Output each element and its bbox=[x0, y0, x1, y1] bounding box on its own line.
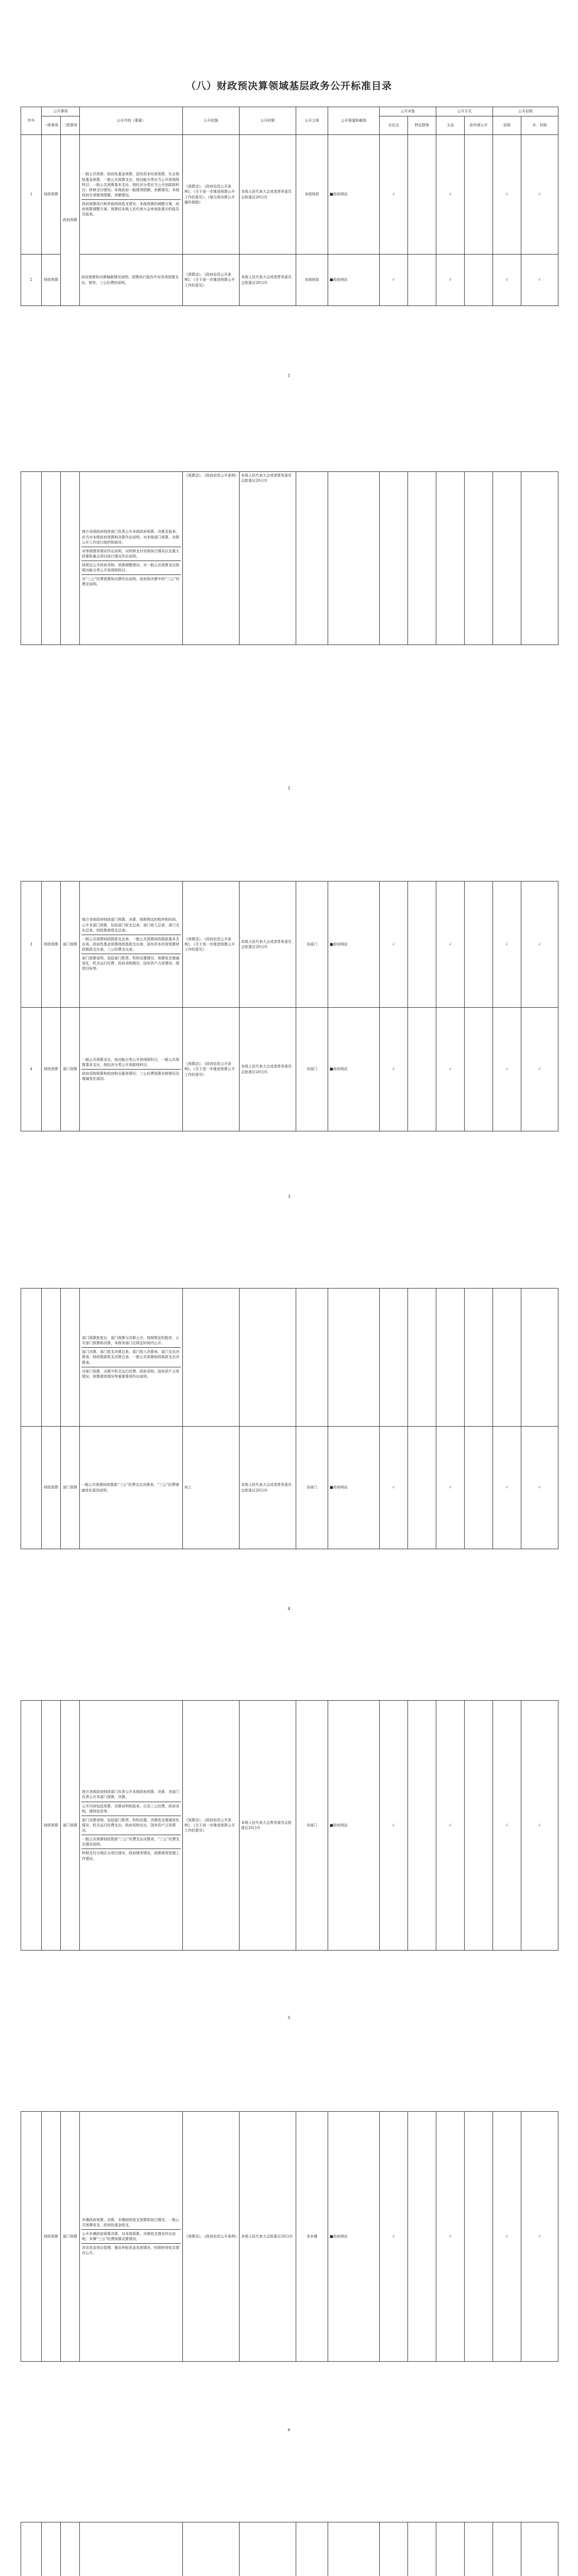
header-m-apply: 依申请公开 bbox=[465, 116, 493, 135]
check-mark: √ bbox=[493, 2112, 521, 2362]
check-mark: √ bbox=[380, 1427, 408, 1549]
time-cell bbox=[240, 2522, 296, 2576]
check-mark: √ bbox=[436, 135, 465, 255]
row-seq: 4 bbox=[21, 1008, 42, 1131]
time-cell: 本级人民代表大会或者常务委员会批准后20日内 bbox=[240, 1008, 296, 1131]
content-cell: 政府预算执行和其他财政收支情况，本级预算的调整方案，政府预算调整方案，预算经本级人民代表大会审查批准后的报告及报表。 bbox=[82, 202, 179, 217]
content-cell: 一般公共预算财政拨款“三公”经费支出决算表，“三公”经费支出情况说明。 bbox=[81, 1835, 181, 1849]
basis-cell: 同上 bbox=[183, 1427, 240, 1549]
check-mark: √ bbox=[436, 1427, 465, 1549]
content-cell: 对“三公”经费预算和决算作出说明，政府预决算中的“三公”经费及说明。 bbox=[82, 577, 180, 587]
check-mark: √ bbox=[521, 255, 558, 306]
row-level1: 财政预算 bbox=[42, 255, 61, 306]
catalog-table-page-6 bbox=[21, 2111, 558, 2362]
check-mark: √ bbox=[521, 1701, 558, 1951]
content-cell: 转移支付分地区分项目情况，政府债务情况，预算绩效管理工作情况。 bbox=[82, 1851, 179, 1861]
basis-cell: 《预算法》、《政府信息公开条例》、《关于进一步推进预算公开工作的意见》 bbox=[183, 1701, 240, 1951]
header-channel: 公开渠道和载体 bbox=[328, 107, 380, 135]
channel-cell: ■政府网站 bbox=[328, 1427, 380, 1549]
channel-cell: ■政府网站 bbox=[328, 255, 380, 306]
header-l-town: 乡、村级 bbox=[521, 116, 558, 135]
row-seq: 2 bbox=[21, 255, 42, 306]
content-cell: 一般公共预算财政拨款“三公”经费支出决算表，“三公”经费增减变化原因说明。 bbox=[80, 1427, 183, 1549]
catalog-table-page-7 bbox=[21, 2522, 558, 2576]
header-content: 公开内容（要素） bbox=[80, 107, 183, 135]
subject-cell: 各部门 bbox=[296, 1701, 328, 1951]
catalog-table-page-3 bbox=[21, 881, 558, 1131]
check-mark: √ bbox=[493, 882, 521, 1008]
check-mark: √ bbox=[436, 2112, 465, 2362]
content-cell: 政府预算和决算编制情况说明，预算执行报告中对各项预算支出、债务、三公经费的说明。 bbox=[80, 255, 183, 306]
check-mark: √ bbox=[521, 135, 558, 255]
content-cell: 部门预算批复后，部门预算与决算公开，按照规定的程序，公开部门预算和决算，本级各部门在规定时间内公开。 bbox=[81, 1334, 181, 1348]
content-cell: 一般公共预算、政府性基金预算、国有资本经营预算、社会保险基金预算；一般公共预算支出，按功能分类应当公开到项级科目；一般公共预算基本支出，按经济分类应当公开到款级科目；转移支付情况；本级政府一般债务限额、余额情况；本级政府专项债务限额、余额情况。 bbox=[81, 170, 181, 200]
subject-cell: 各部门 bbox=[296, 1008, 328, 1131]
check-mark: √ bbox=[380, 2112, 408, 2362]
check-mark bbox=[380, 2522, 408, 2576]
row-level2 bbox=[61, 2522, 80, 2576]
header-level2: 二级事项 bbox=[61, 116, 80, 135]
page-number: 1 bbox=[287, 374, 291, 378]
row-seq: 3 bbox=[21, 882, 42, 1008]
check-mark: √ bbox=[521, 1008, 558, 1131]
header-level: 公开层级 bbox=[493, 107, 558, 116]
time-cell: 本级人民代表大会或者常务委员会批准后20日内 bbox=[240, 882, 296, 1008]
content-cell: 公开内容包括预算、决算说明和报表，以及三公经费、政府采购、绩效信息等。 bbox=[81, 1802, 181, 1816]
content-cell: 按规定公开政府采购、预算调整情况，对一般公共预算支出按照功能分类公开到项级科目。 bbox=[81, 561, 181, 575]
check-mark: √ bbox=[493, 135, 521, 255]
time-cell: 本级人民代表大会常务委员会批准后20日内 bbox=[240, 1701, 296, 1951]
subject-cell: 本级财政 bbox=[296, 255, 328, 306]
page-number: 2 bbox=[287, 786, 291, 790]
header-method: 公开方式 bbox=[436, 107, 493, 116]
page-number: 5 bbox=[287, 2015, 291, 2020]
time-cell: 本级人民代表大会批准后20日内 bbox=[240, 2112, 296, 2362]
page-number: 6 bbox=[287, 2428, 291, 2432]
row-level2: 部门预算 bbox=[61, 1008, 80, 1131]
channel-cell: ■政府网站 bbox=[328, 1701, 380, 1951]
content-cell: 对部门预算、决算中机关运行经费、政府采购、国有资产占用情况、预算绩效情况等重要事项作出说明。 bbox=[82, 1369, 179, 1379]
content-cell: 一般公共预算财政拨款支出表、一般公共预算财政拨款基本支出表、政府性基金预算财政拨款支出表、国有资本经营预算财政拨款支出表、三公经费支出表。 bbox=[81, 935, 181, 954]
header-subject: 公开主体 bbox=[296, 107, 328, 135]
check-mark: √ bbox=[380, 255, 408, 306]
content-cell: 一般公共预算支出，按功能分类公开到项级科目，一般公共预算基本支出，按经济分类公开到款级科目。 bbox=[81, 1056, 181, 1070]
row-level2: 部门预算 bbox=[61, 1701, 80, 1951]
check-mark: √ bbox=[436, 1008, 465, 1131]
catalog-table-page-2 bbox=[21, 471, 558, 645]
row-level2: 部门预算 bbox=[61, 2112, 80, 2362]
basis-cell bbox=[183, 2522, 240, 2576]
page-number: 4 bbox=[287, 1606, 291, 1611]
content-cell: 地方各级政府财政部门预算、决算，按照规定的程序和时间，公开本部门预算，包括部门收支总表、部门收入总表、部门支出总表、财政拨款收支总表。 bbox=[81, 916, 181, 935]
header-public-items: 公开事项 bbox=[42, 107, 80, 116]
row-level2: 部门预算 bbox=[61, 1427, 80, 1549]
check-mark: √ bbox=[380, 882, 408, 1008]
header-level1: 一级事项 bbox=[42, 116, 61, 135]
check-mark: √ bbox=[493, 1701, 521, 1951]
page-number: 3 bbox=[287, 1194, 291, 1199]
basis-cell: 《预算法》、《政府信息公开条例》、《关于进一步推进预算公开工作的意见》 bbox=[183, 882, 240, 1008]
row-level1: 财政预算 bbox=[42, 1427, 61, 1549]
check-mark: √ bbox=[521, 1427, 558, 1549]
row-level1: 财政预算 bbox=[42, 135, 61, 255]
check-mark: √ bbox=[380, 135, 408, 255]
channel-cell bbox=[328, 2522, 380, 2576]
basis-cell: 《预算法》、《政府信息公开条例》 bbox=[183, 472, 240, 645]
time-cell: 本级人民代表大会或者常务委员会批准后20日内 bbox=[240, 1427, 296, 1549]
row-level1: 财政预算 bbox=[42, 1008, 61, 1131]
header-object: 公开对象 bbox=[380, 107, 436, 116]
check-mark: √ bbox=[436, 882, 465, 1008]
check-mark: √ bbox=[380, 1701, 408, 1951]
row-level2: 部门预算 bbox=[61, 882, 80, 1008]
header-m-active: 主动 bbox=[436, 116, 465, 135]
check-mark bbox=[521, 2522, 558, 2576]
check-mark: √ bbox=[380, 1008, 408, 1131]
content-cell: 地方各级政府财政部门负责公开本级政府预算、决算及报表，应当对本级政府预算和决算作出说明，对本级部门预算、决算公开工作进行组织和指导。 bbox=[81, 528, 181, 547]
time-cell: 本级人民代表大会或者常务委员会批准后20日内 bbox=[240, 255, 296, 306]
row-seq: 1 bbox=[21, 135, 42, 255]
catalog-table-page-4 bbox=[21, 1288, 558, 1549]
content-cell: 部门决算说明，包括部门职责、机构设置、决算收支增减变化情况、机关运行经费支出、政府采购支出、国有资产占用情况。 bbox=[81, 1816, 181, 1835]
channel-cell: ■政府网站 bbox=[328, 882, 380, 1008]
content-cell: 地方各级政府财政部门负责公开本级政府预算、决算，各部门负责公开本部门预算、决算。 bbox=[81, 1788, 181, 1802]
subject-cell: 各部门 bbox=[296, 1427, 328, 1549]
row-level1: 财政预算 bbox=[42, 2112, 61, 2362]
content-cell: 对举借债务情况作出说明，对转移支付安排执行情况以及重大政策和重点项目执行情况作出说明。 bbox=[81, 547, 181, 561]
content-cell: 政府采购预算和政府购买服务情况；三公经费预算安排情况及增减变化原因。 bbox=[82, 1072, 179, 1081]
content-cell: 乡镇政府预算、决算，乡镇财政收支预算和执行情况，一般公共预算收支、政府性基金收支。 bbox=[81, 2216, 181, 2230]
basis-cell: 《预算法》、《政府信息公开条例》、《关于进一步推进预算公开工作的意见》、《地方预决算公开操作规程》 bbox=[183, 135, 240, 255]
subject-cell: 各乡镇 bbox=[296, 2112, 328, 2362]
header-obj-specific: 特定群体 bbox=[408, 116, 436, 135]
content-cell: 部门预算说明，包括部门职责、机构设置情况、预算收支增减变化、机关运行经费、政府采购情况、国有资产占用情况、绩效目标等。 bbox=[82, 956, 179, 971]
header-l-county: 县级 bbox=[493, 116, 521, 135]
content-cell: 公开乡镇政府预算决算，对本级预算、决算收支情况作出说明，乡镇“三公”经费预算决算情况。 bbox=[81, 2230, 181, 2244]
basis-cell: 《预算法》、《政府信息公开条例》、《关于进一步推进预算公开工作的意见》 bbox=[183, 255, 240, 306]
subject-cell: 各部门 bbox=[296, 882, 328, 1008]
check-mark: √ bbox=[493, 1008, 521, 1131]
check-mark: √ bbox=[521, 2112, 558, 2362]
check-mark bbox=[493, 2522, 521, 2576]
time-cell: 本级人民代表大会或者常务委员会批准后20日内 bbox=[240, 135, 296, 255]
time-cell: 本级人民代表大会或者常务委员会批准后20日内 bbox=[240, 472, 296, 645]
row-level1: 财政预算 bbox=[42, 882, 61, 1008]
content-cell: 涉农资金项目管理、惠农补贴资金发放情况，村级财务收支情况公开。 bbox=[82, 2246, 179, 2256]
row-level1 bbox=[42, 2522, 61, 2576]
check-mark: √ bbox=[436, 255, 465, 306]
basis-cell: 《预算法》、《政府信息公开条例》、《关于进一步推进预算公开工作的意见》 bbox=[183, 1008, 240, 1131]
check-mark: √ bbox=[493, 255, 521, 306]
row-level2: 政府预算 bbox=[61, 135, 80, 306]
catalog-table-page-5 bbox=[21, 1700, 558, 1951]
check-mark: √ bbox=[436, 1701, 465, 1951]
channel-cell: ■政府网站 bbox=[328, 135, 380, 255]
check-mark: √ bbox=[493, 1427, 521, 1549]
channel-cell: ■政府网站 bbox=[328, 1008, 380, 1131]
basis-cell: 《预算法》、《政府信息公开条例》 bbox=[183, 2112, 240, 2362]
content-cell: 部门决算，部门收支决算总表、部门收入决算表、部门支出决算表、财政拨款收支决算总表、一般公共预算财政拨款支出决算表。 bbox=[81, 1348, 181, 1367]
header-obj-all: 全社会 bbox=[380, 116, 408, 135]
catalog-table-page-1 bbox=[21, 107, 558, 306]
row-level1: 财政预算 bbox=[42, 1701, 61, 1951]
page-title: （八）财政预决算领域基层政务公开标准目录 bbox=[185, 80, 392, 92]
subject-cell bbox=[296, 2522, 328, 2576]
check-mark bbox=[436, 2522, 465, 2576]
channel-cell: ■政府网站 bbox=[328, 2112, 380, 2362]
header-time-limit: 公开时限 bbox=[240, 107, 296, 135]
header-seq: 序号 bbox=[21, 107, 42, 135]
check-mark: √ bbox=[521, 882, 558, 1008]
header-basis: 公开依据 bbox=[183, 107, 240, 135]
subject-cell: 本级财政 bbox=[296, 135, 328, 255]
